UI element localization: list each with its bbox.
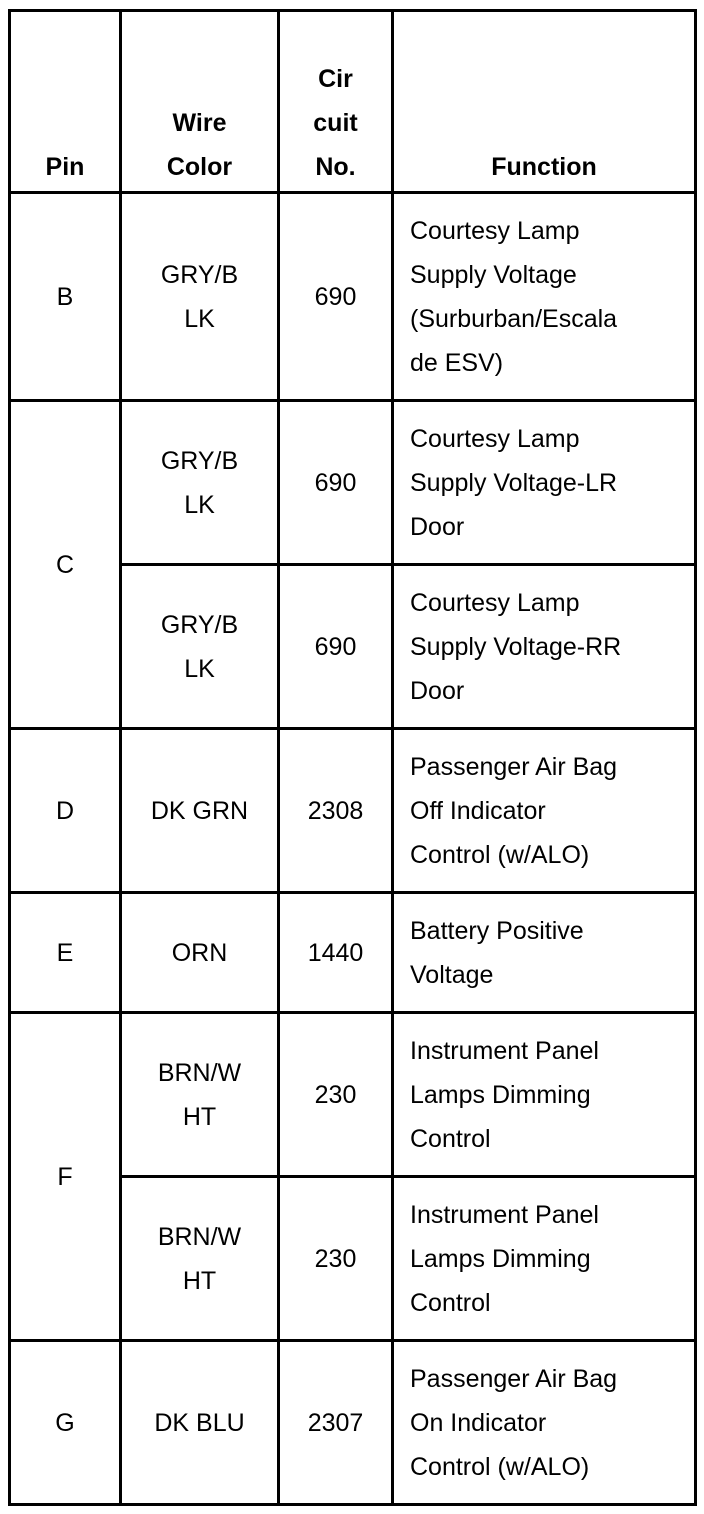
wire-color-cell: GRY/B LK	[121, 401, 279, 565]
pin-cell: B	[10, 193, 121, 401]
circuit-no-cell: 690	[279, 193, 393, 401]
function-cell: Instrument Panel Lamps Dimming Control	[393, 1013, 696, 1177]
function-cell: Battery Positive Voltage	[393, 893, 696, 1013]
wire-color-cell: BRN/W HT	[121, 1013, 279, 1177]
pin-cell: G	[10, 1341, 121, 1505]
header-circuit-no: Cir cuit No.	[279, 11, 393, 193]
table-row	[10, 1013, 696, 1177]
circuit-no-cell: 690	[279, 401, 393, 565]
circuit-no-cell: 230	[279, 1013, 393, 1177]
function-cell: Courtesy Lamp Supply Voltage (Surburban/Escala de ESV)	[393, 193, 696, 401]
pin-cell: F	[10, 1013, 121, 1341]
wire-color-cell: DK GRN	[121, 729, 279, 893]
wire-color-cell: BRN/W HT	[121, 1177, 279, 1341]
circuit-no-cell: 690	[279, 565, 393, 729]
table-row	[10, 1341, 696, 1505]
header-wire-color: Wire Color	[121, 11, 279, 193]
circuit-no-cell: 2307	[279, 1341, 393, 1505]
circuit-no-cell: 230	[279, 1177, 393, 1341]
table-row	[10, 893, 696, 1013]
table-row	[10, 193, 696, 401]
header-pin: Pin	[10, 11, 121, 193]
pin-cell: D	[10, 729, 121, 893]
function-cell: Instrument Panel Lamps Dimming Control	[393, 1177, 696, 1341]
connector-pin-table	[8, 9, 697, 1506]
header-row	[10, 11, 696, 193]
wire-color-cell: GRY/B LK	[121, 565, 279, 729]
table-row	[10, 729, 696, 893]
function-cell: Passenger Air Bag Off Indicator Control (w/ALO)	[393, 729, 696, 893]
function-cell: Passenger Air Bag On Indicator Control (w/ALO)	[393, 1341, 696, 1505]
function-cell: Courtesy Lamp Supply Voltage-RR Door	[393, 565, 696, 729]
pin-cell: E	[10, 893, 121, 1013]
circuit-no-cell: 1440	[279, 893, 393, 1013]
function-cell: Courtesy Lamp Supply Voltage-LR Door	[393, 401, 696, 565]
header-function: Function	[393, 11, 696, 193]
table-row	[10, 401, 696, 565]
wire-color-cell: ORN	[121, 893, 279, 1013]
circuit-no-cell: 2308	[279, 729, 393, 893]
wire-color-cell: GRY/B LK	[121, 193, 279, 401]
wire-color-cell: DK BLU	[121, 1341, 279, 1505]
pin-cell: C	[10, 401, 121, 729]
